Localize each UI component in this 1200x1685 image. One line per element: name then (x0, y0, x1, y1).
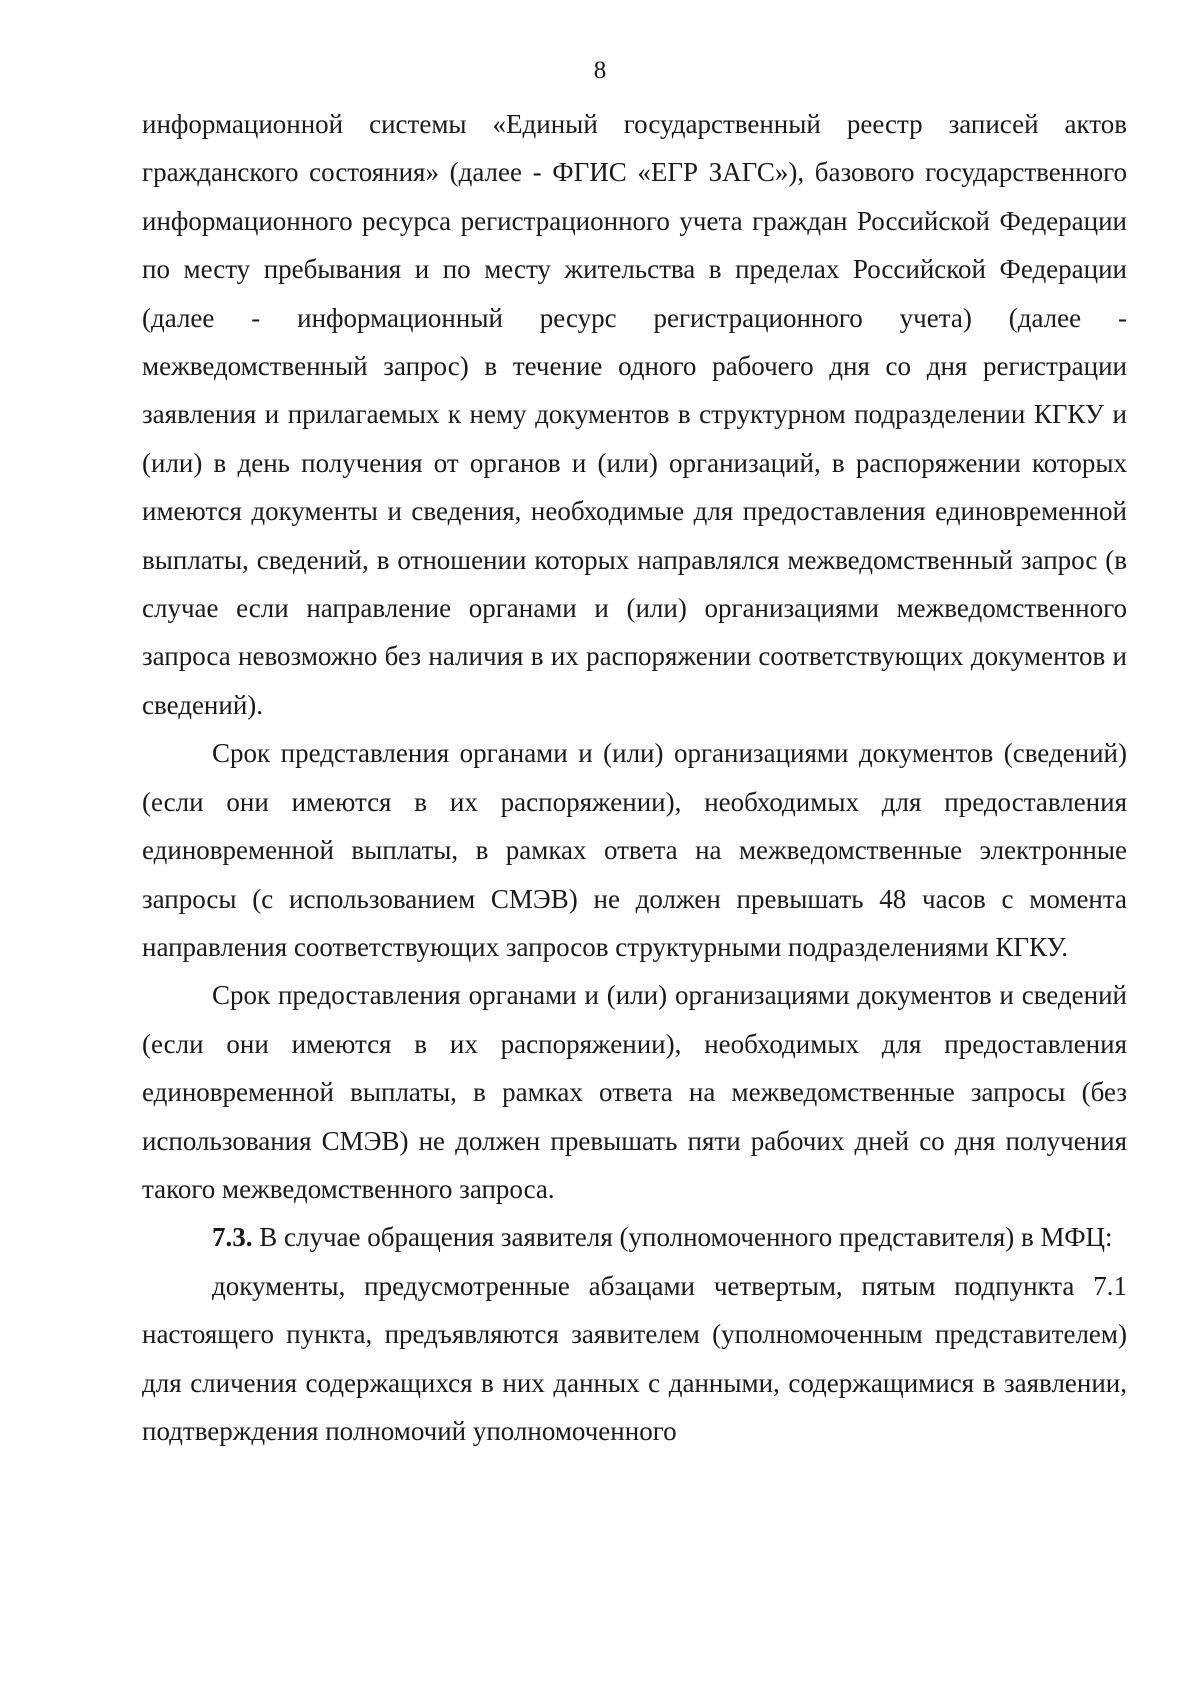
paragraph-documents-presented: документы, предусмотренные абзацами четвертым, пятым подпункта 7.1 настоящего пункта, предъявляются заявителем (уполномоченным представителем) для сличения содержащихся в них данных с данными, содержащимися в заявлении, подтверждения полномочий уполномоченного (142, 1270, 1127, 1446)
page-number: 8 (593, 57, 607, 84)
clause-number: 7.3. (212, 1222, 253, 1253)
document-body (142, 100, 1127, 1455)
clause-text: В случае обращения заявителя (уполномоченного представителя) в МФЦ: (252, 1222, 1113, 1253)
paragraph-continuation: информационной системы «Единый государственный реестр записей актов гражданского состояния» (далее - ФГИС «ЕГР ЗАГС»), базового государственного информационного ресурса регистрационного учета граждан Российской Федерации по месту пребывания и по месту жительства в пределах Российской Федерации (далее - информационный ресурс регистрационного учета) (далее - межведомственный запрос) в течение одного рабочего дня со дня регистрации заявления и прилагаемых к нему документов в структурном подразделении КГКУ и (или) в день получения от органов и (или) организаций, в распоряжении которых имеются документы и сведения, необходимые для предоставления единовременной выплаты, сведений, в отношении которых направлялся межведомственный запрос (в случае если направление органами и (или) организациями межведомственного запроса невозможно без наличия в их распоряжении соответствующих документов и сведений). (142, 109, 1127, 720)
paragraph-response-term-no-smev: Срок предоставления органами и (или) организациями документов и сведений (если они имеются в их распоряжении), необходимых для предоставления единовременной выплаты, в рамках ответа на межведомственные запросы (без использования СМЭВ) не должен превышать пяти рабочих дней со дня получения такого межведомственного запроса. (142, 980, 1127, 1204)
paragraph-response-term-smev: Срок представления органами и (или) организациями документов (сведений) (если они имеются в их распоряжении), необходимых для предоставления единовременной выплаты, в рамках ответа на межведомственные электронные запросы (с использованием СМЭВ) не должен превышать 48 часов с момента направления соответствующих запросов структурными подразделениями КГКУ. (142, 738, 1127, 962)
paragraph-7-3 (142, 1213, 1127, 1261)
